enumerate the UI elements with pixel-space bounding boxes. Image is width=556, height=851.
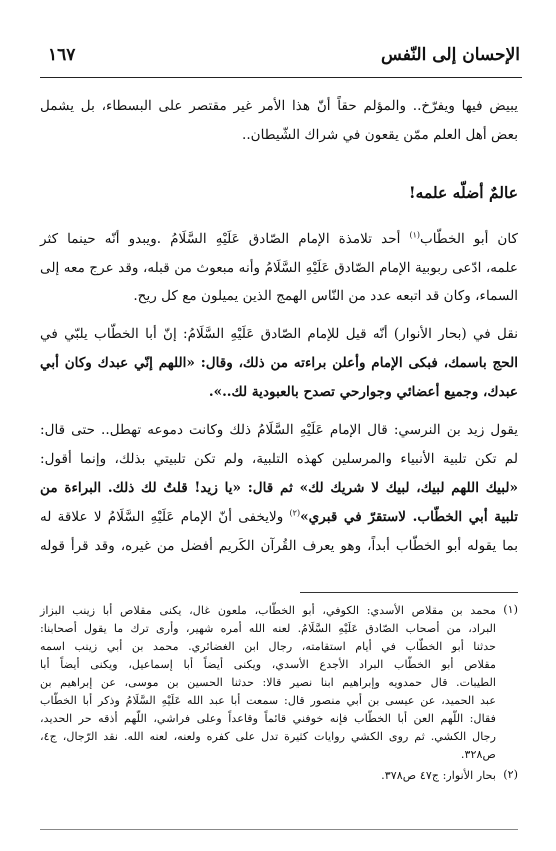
footnote-ref-1: (١) <box>409 230 420 240</box>
body-line: بعض أهل العلم ممّن يقعون في شراك الشّيطان.. <box>242 127 518 143</box>
header-rule <box>40 77 522 78</box>
body-line: بما يقوله أبو الخطّاب أبداً، وهو يعرف القُرآن الكَريم أفضل من غيره، وقد قرأ قوله <box>40 538 518 554</box>
footnote-line: فقال: اللّهم العن أبا الخطّاب فإنه خوفني قائماً وقاعداً وعلى فراشي، اللّهم أذقه حر الحديد، <box>40 712 496 725</box>
footnote-line: رجال الكشي. ثم روى الكشي روايات كثيرة تدل على كفره ولعنه، لعنه الله. نقد الرّجال، ج٤، <box>40 730 496 743</box>
section-heading: عالمٌ أضلّه علمه! <box>408 183 518 202</box>
footnote-line: محمد بن مقلاص الأسدي: الكوفي، أبو الخطّاب، ملعون غال، يكنى مقلاص أبا زينب البزاز <box>40 604 496 617</box>
body-line: نقل في (بحار الأنوار) أنّه قيل للإمام الصّادق عَلَيْهِ السَّلَامُ: إنّ أبا الخطّاب يلبّي في <box>40 326 518 342</box>
footnote-line: عبد الحميد، عن عيسى بن أبي منصور قال: سمعت أبا عبد الله عَلَيْهِ السَّلَامُ وذكر أبا الخطّاب <box>40 694 496 707</box>
body-line: عبدك، وجميع أعضائي وجوارحي تصدح بالعبودية لك..». <box>208 384 518 400</box>
body-line: الحج باسمك، فبكى الإمام وأعلن براءته من ذلك، وقال: «اللهم إنّي عبدك وكان أبي <box>40 355 518 371</box>
body-line: علمه، ادّعى ربوبية الإمام الصّادق عَلَيْهِ السَّلَامُ وأنه مبعوث من قبله، وقد عرج معه إلى <box>40 260 518 276</box>
body-line: «لبيك اللهم لبيك، لبيك لا شريك لك» ثم قال: «يا زيد! قلتُ لك ذلك. البراءة من <box>40 480 518 496</box>
body-text: أحد تلامذة الإمام الصّادق عَلَيْهِ السَّلَامُ .ويبدو أنّه حينما كثر <box>40 231 410 247</box>
body-line: يبيض فيها ويفرّخ.. والمؤلم حقاً أنّ هذا الأمر غير مقتصر على البسطاء، بل يشمل <box>40 98 518 114</box>
page-number: ١٦٧ <box>48 45 76 65</box>
footnote-line: البراد، من أصحاب الصّادق عَلَيْهِ السَّلَامُ. لعنه الله أمره شهير، وأرى ترك ما يقول أصحابنا: <box>40 622 496 635</box>
footnote-line: مقلاص أبو الخطّاب البراد الأجدع الأسدي، ويكنى أيضاً أبا إسماعيل، ويكنى أيضاً أبا <box>40 658 496 671</box>
running-header-title: الإحسان إلى النّفس <box>381 45 520 65</box>
footnote-line: ص٣٢٨. <box>460 748 496 761</box>
footnote-line: الطيبات. قال حمدويه وإبراهيم ابنا نصير قالا: حدثنا الحسين بن موسى، عن إبراهيم بن <box>40 676 496 689</box>
body-text: ولايخفى أنّ الإمام عَلَيْهِ السَّلَامُ لا علاقة له <box>40 509 290 525</box>
footnote-ref-2: (٢) <box>289 508 301 518</box>
footnote-rule <box>300 592 518 593</box>
body-line <box>40 508 518 526</box>
body-text: تلبية أبي الخطّاب. لاستقرّ في قبري» <box>300 509 518 525</box>
body-line: يقول زيد بن النرسي: قال الإمام عَلَيْهِ السَّلَامُ ذلك وكانت دموعه تهطل.. حتى قال: <box>40 422 518 438</box>
body-text: كان أبو الخطّاب <box>419 231 519 247</box>
footnote-line: بحار الأنوار: ج٤٧ ص٣٧٨. <box>381 769 496 782</box>
footnote-marker: (١) <box>503 603 518 616</box>
body-line: لم تكن تلبية الأنبياء والمرسلين كهذه التلبية، ولم تكن تلبيتي بذلك، وإنما أقول: <box>40 451 518 467</box>
footnote-marker: (٢) <box>503 768 518 781</box>
body-line <box>40 230 518 248</box>
footnote-line: حدثنا أبو الخطّاب في أيام استقامته، رجال ابن الغضائري. محمد بن أبي زينب اسمه <box>40 640 496 653</box>
page-bottom-rule <box>40 829 518 830</box>
body-line: السماء، وكان قد اتبعه عدد من النّاس الهمج الذين يميلون مع كل ريح. <box>133 288 518 304</box>
